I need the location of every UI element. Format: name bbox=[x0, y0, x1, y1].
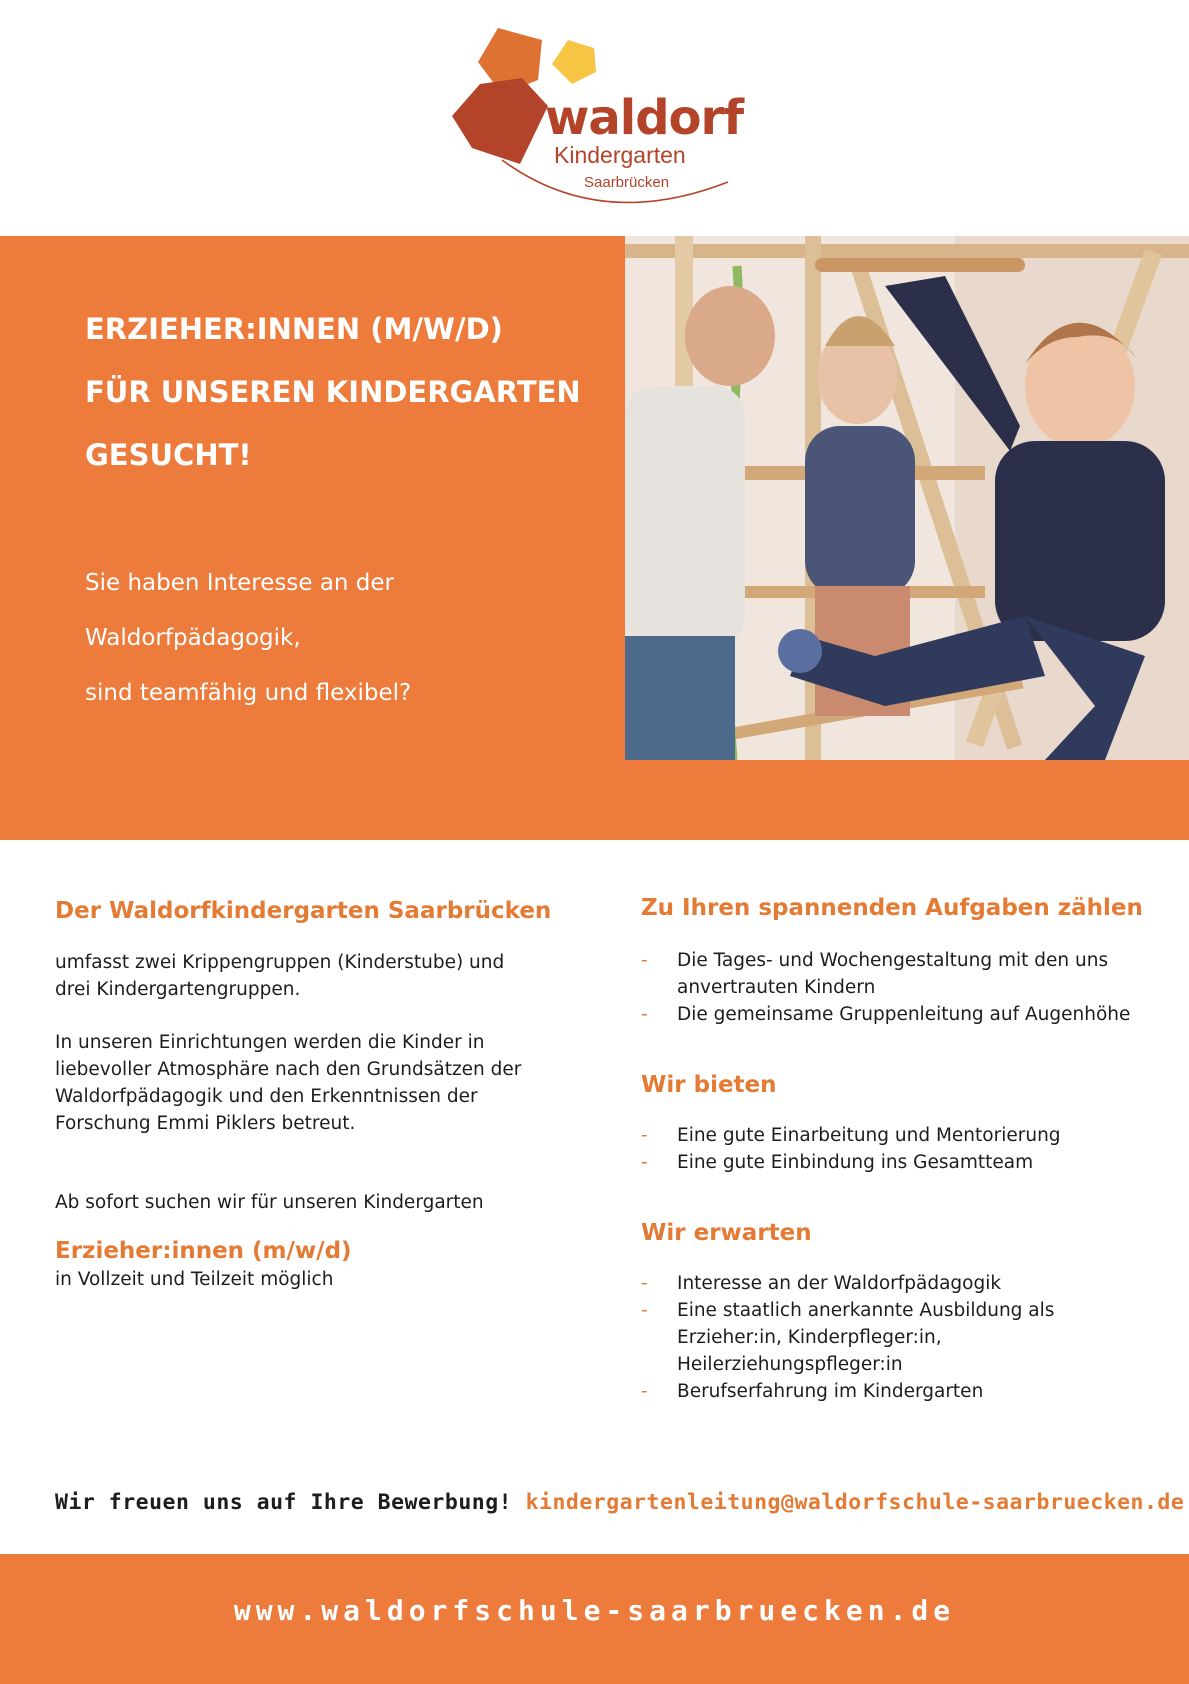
description-paragraph bbox=[55, 1029, 595, 1137]
right-column bbox=[641, 893, 1161, 1405]
footer bbox=[0, 1554, 1189, 1684]
hero-title-line: FÜR UNSEREN KINDERGARTEN bbox=[85, 375, 581, 409]
dash-bullet: - bbox=[641, 1004, 648, 1025]
hero-text bbox=[85, 556, 605, 721]
job-note: in Vollzeit und Teilzeit möglich bbox=[55, 1269, 334, 1290]
list-item bbox=[641, 1149, 1161, 1176]
list-item-line: Eine staatlich anerkannte Ausbildung als bbox=[677, 1300, 1055, 1321]
list-item-line: Die Tages- und Wochengestaltung mit den uns bbox=[677, 950, 1109, 971]
paragraph-line: Waldorfpädagogik und den Erkenntnissen der bbox=[55, 1086, 478, 1107]
offer-heading: Wir bieten bbox=[641, 1072, 777, 1098]
tasks-heading: Zu Ihren spannenden Aufgaben zählen bbox=[641, 895, 1143, 921]
dash-bullet: - bbox=[641, 1381, 648, 1402]
offer-list bbox=[641, 1122, 1161, 1176]
waldorf-logo bbox=[450, 22, 744, 207]
logo-word: waldorf bbox=[545, 90, 744, 146]
website-link[interactable]: www.waldorfschule-saarbruecken.de bbox=[233, 1594, 956, 1627]
list-item-line: Eine gute Einarbeitung und Mentorierung bbox=[677, 1125, 1061, 1146]
dash-bullet: - bbox=[641, 1125, 648, 1146]
tasks-list bbox=[641, 947, 1161, 1028]
list-item bbox=[641, 1122, 1161, 1149]
dash-bullet: - bbox=[641, 1273, 648, 1294]
list-item-line: Erzieher:in, Kinderpfleger:in, bbox=[677, 1327, 942, 1348]
dash-bullet: - bbox=[641, 1152, 648, 1173]
hero-title bbox=[85, 298, 605, 487]
application-cta bbox=[55, 1490, 1185, 1515]
paragraph-line: In unseren Einrichtungen werden die Kinder in bbox=[55, 1032, 485, 1053]
hero-text-line: Waldorfpädagogik, bbox=[85, 625, 301, 651]
search-intro: Ab sofort suchen wir für unseren Kindergarten bbox=[55, 1192, 484, 1213]
left-column bbox=[55, 896, 595, 1293]
paragraph-line: liebevoller Atmosphäre nach den Grundsätzen der bbox=[55, 1059, 522, 1080]
list-item bbox=[641, 1270, 1161, 1297]
paragraph-line: Forschung Emmi Piklers betreut. bbox=[55, 1113, 356, 1134]
list-item-line: Eine gute Einbindung ins Gesamtteam bbox=[677, 1152, 1034, 1173]
photo-illustration-icon bbox=[625, 236, 1189, 760]
hero-banner bbox=[0, 236, 1189, 840]
kindergarten-heading: Der Waldorfkindergarten Saarbrücken bbox=[55, 898, 552, 924]
list-item bbox=[641, 1001, 1161, 1028]
dash-bullet: - bbox=[641, 950, 648, 971]
paragraph-line: umfasst zwei Krippengruppen (Kinderstube) und bbox=[55, 952, 505, 973]
list-item-line: Die gemeinsame Gruppenleitung auf Augenhöhe bbox=[677, 1004, 1131, 1025]
intro-paragraph bbox=[55, 949, 595, 1003]
logo-city: Saarbrücken bbox=[584, 174, 670, 191]
hero-title-line: GESUCHT! bbox=[85, 438, 252, 472]
list-item bbox=[641, 1378, 1161, 1405]
list-item bbox=[641, 1297, 1161, 1378]
list-item-line: Heilerziehungspfleger:in bbox=[677, 1354, 903, 1375]
list-item-line: Interesse an der Waldorfpädagogik bbox=[677, 1273, 1002, 1294]
hero-title-line: ERZIEHER:INNEN (M/W/D) bbox=[85, 312, 503, 346]
dash-bullet: - bbox=[641, 1300, 648, 1321]
header bbox=[0, 0, 1189, 236]
list-item-line: anvertrauten Kindern bbox=[677, 977, 876, 998]
logo-subtitle: Kindergarten bbox=[554, 142, 686, 168]
children-climbing-photo bbox=[625, 236, 1189, 760]
hero-text-line: Sie haben Interesse an der bbox=[85, 570, 395, 596]
list-item-line: Berufserfahrung im Kindergarten bbox=[677, 1381, 984, 1402]
email-link[interactable]: kindergartenleitung@waldorfschule-saarbruecken.de bbox=[525, 1490, 1185, 1515]
expect-list bbox=[641, 1270, 1161, 1405]
expect-heading: Wir erwarten bbox=[641, 1220, 812, 1246]
hero-text-line: sind teamfähig und flexibel? bbox=[85, 680, 412, 706]
paragraph-line: drei Kindergartengruppen. bbox=[55, 979, 301, 1000]
cta-text: Wir freuen uns auf Ihre Bewerbung! bbox=[55, 1490, 513, 1515]
job-title: Erzieher:innen (m/w/d) bbox=[55, 1238, 352, 1264]
list-item bbox=[641, 947, 1161, 1001]
